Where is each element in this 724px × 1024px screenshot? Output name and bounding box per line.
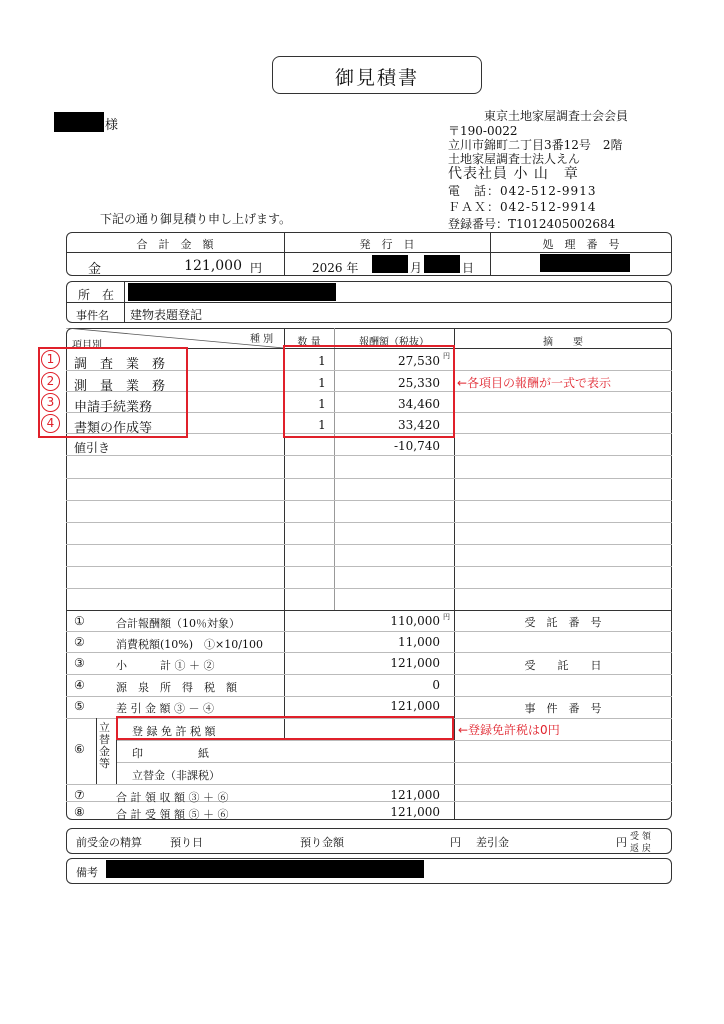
totals-line: [66, 784, 672, 785]
total-no: ③: [74, 656, 85, 670]
marker-3: 3: [41, 393, 60, 412]
advance-row: 登 録 免 許 税 額: [132, 725, 216, 738]
deposit-amount-label: 預り金額: [300, 836, 344, 849]
header-qty: 数 量: [297, 337, 321, 348]
advance-row: 印 紙: [132, 747, 209, 760]
right-label-consign-no: 受 託 番 号: [524, 616, 602, 629]
items-highlight: [38, 347, 188, 438]
discount-label: 値引き: [74, 441, 111, 455]
issuer-address: 立川市錦町二丁目3番12号 2階: [448, 138, 623, 152]
total-value: 121,000: [390, 699, 440, 713]
remarks-redaction: [106, 860, 424, 878]
issuer-firm: 土地家屋調査士法人えん: [448, 152, 581, 166]
total-header: 合 計 金 額: [136, 238, 214, 251]
location-redaction: [128, 283, 336, 301]
item-fee: 25,330: [398, 376, 440, 390]
final-value: 121,000: [390, 805, 440, 819]
item-label: 調 査 業 務: [74, 357, 166, 372]
total-no: ②: [74, 635, 85, 649]
recipient-honorific: 様: [105, 118, 119, 133]
total-value: 11,000: [398, 635, 440, 649]
page-title: 御見積書: [334, 67, 419, 89]
issue-day: 日: [462, 261, 475, 275]
row-line: [66, 500, 672, 501]
balance-yen: 円: [616, 836, 627, 849]
tax-highlight: [116, 716, 454, 740]
process-number-redaction: [540, 254, 630, 272]
item-qty: 1: [318, 397, 326, 411]
issue-day-redaction: [424, 255, 460, 273]
marker-4: 4: [41, 414, 60, 433]
issuer-postal: 〒190-0022: [448, 124, 518, 138]
total-label: 小 計 ① ＋ ②: [116, 659, 215, 672]
process-header: 処 理 番 号: [542, 238, 620, 251]
totals-line: [116, 762, 672, 763]
deposit-date-label: 預り日: [170, 836, 203, 849]
total-value: 110,000: [390, 614, 440, 628]
final-value: 121,000: [390, 788, 440, 802]
item-label: 申請手続業務: [74, 400, 153, 415]
recipient-redaction: [54, 112, 104, 132]
right-label-case-no: 事 件 番 号: [524, 702, 602, 715]
item-fee: 33,420: [398, 418, 440, 432]
totals-line: [66, 696, 672, 697]
right-label-consign-date: 受 託 日: [524, 659, 602, 672]
row-line: [66, 478, 672, 479]
section-line: [66, 610, 672, 611]
row-line: [66, 566, 672, 567]
item-fee: 34,460: [398, 397, 440, 411]
totals-line: [66, 674, 672, 675]
total-label: 消費税額(10%) ①×10/100: [116, 638, 263, 651]
total-value: 0: [432, 678, 440, 692]
issuer-representative: 代表社員 小 山 章: [448, 166, 579, 182]
fees-highlight: [283, 345, 455, 438]
issue-year: 2026 年: [312, 261, 359, 275]
item-qty: 1: [318, 376, 326, 390]
issue-month-redaction: [372, 255, 408, 273]
final-no: ⑦: [74, 788, 85, 802]
total-no: ①: [74, 614, 85, 628]
advance-row: 立替金（非課税）: [132, 769, 220, 782]
item-label: 測 量 業 務: [74, 379, 166, 394]
total-unit: 円: [443, 613, 450, 621]
issuer-fax: ＦＡＸ：042-512-9914: [448, 200, 597, 214]
row-line: [66, 544, 672, 545]
total-yen: 円: [250, 261, 263, 275]
total-label: 源 泉 所 得 税 額: [116, 681, 237, 694]
intro-text: 下記の通り御見積り申し上げます。: [100, 212, 292, 226]
total-label: 差 引 金 額 ③ － ④: [116, 702, 214, 715]
six-no: ⑥: [74, 742, 85, 756]
kin-label: 金: [88, 262, 102, 277]
case-label: 事件名: [76, 309, 109, 322]
totals-line: [66, 652, 672, 653]
issuer-association: 東京土地家屋調査士会会員: [484, 109, 629, 123]
header-summary: 摘 要: [543, 337, 583, 348]
final-label: 合 計 領 収 額 ③ ＋ ⑥: [116, 791, 229, 804]
final-label: 合 計 受 領 額 ⑤ ＋ ⑥: [116, 808, 229, 821]
item-label: 書類の作成等: [74, 421, 153, 436]
received-label: 受 領: [630, 832, 651, 842]
issuer-registration: 登録番号：T1012405002684: [448, 217, 616, 231]
final-no: ⑧: [74, 805, 85, 819]
header-kind: 種 別: [250, 334, 274, 345]
issuer-tel: 電 話：042-512-9913: [448, 184, 597, 198]
discount-value: -10,740: [393, 439, 440, 453]
advance-payment-box: [66, 828, 672, 854]
item-fee: 27,530: [398, 354, 440, 368]
issue-month: 月: [410, 261, 423, 275]
advance-label: 立替金等: [99, 721, 110, 770]
tax-annotation: ←登録免許税は0円: [458, 723, 560, 737]
returned-label: 返 戻: [630, 844, 651, 854]
case-name: 建物表題登記: [130, 308, 203, 322]
total-no: ④: [74, 678, 85, 692]
location-label: 所 在: [78, 288, 115, 302]
fees-annotation: ←各項目の報酬が一式で表示: [457, 376, 612, 390]
row-line: [66, 522, 672, 523]
total-no: ⑤: [74, 699, 85, 713]
item-qty: 1: [318, 418, 326, 432]
total-value: 121,000: [390, 656, 440, 670]
deposit-yen: 円: [450, 836, 461, 849]
advance-payment-label: 前受金の精算: [76, 836, 142, 849]
totals-line: [66, 631, 672, 632]
fee-unit: 円: [443, 352, 450, 360]
balance-label: 差引金: [476, 836, 509, 849]
row-line: [66, 588, 672, 589]
marker-2: 2: [41, 372, 60, 391]
header-item: 項目別: [72, 340, 102, 351]
totals-line: [116, 740, 672, 741]
issue-header: 発 行 日: [359, 238, 415, 251]
row-line: [66, 455, 672, 456]
remarks-label: 備考: [76, 866, 98, 879]
total-label: 合計報酬額（10％対象）: [116, 617, 240, 630]
marker-1: 1: [41, 350, 60, 369]
item-qty: 1: [318, 354, 326, 368]
header-fee: 報酬額（税抜）: [359, 337, 429, 348]
total-amount: 121,000: [184, 258, 242, 274]
